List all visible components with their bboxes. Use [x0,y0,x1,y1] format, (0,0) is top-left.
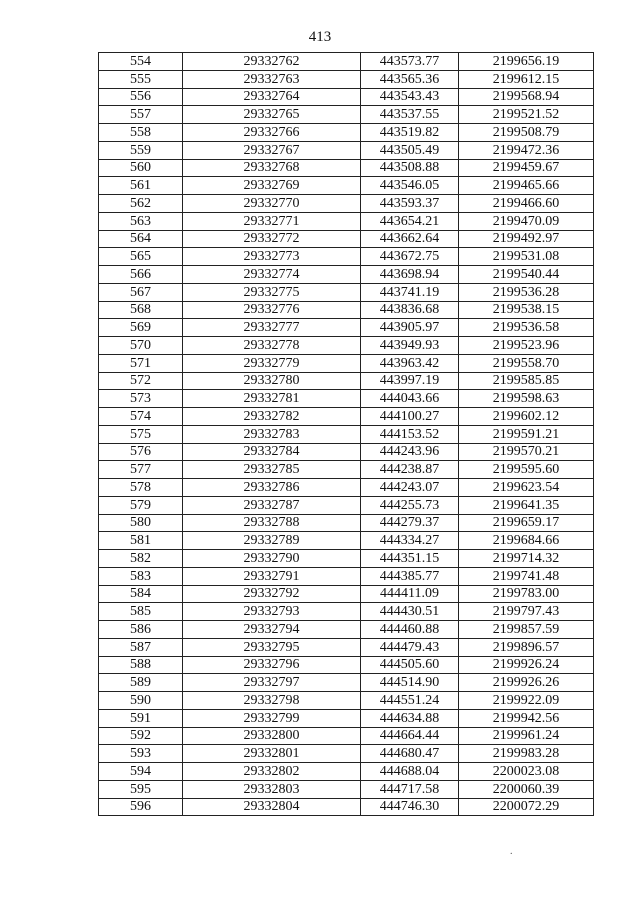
y-coordinate-cell: 2199961.24 [459,727,594,745]
point-id-cell: 29332779 [183,354,361,372]
x-coordinate-cell: 444153.52 [361,425,459,443]
table-row [99,550,594,568]
table-row [99,319,594,337]
table-row [99,461,594,479]
y-coordinate-cell: 2199521.52 [459,106,594,124]
x-coordinate-cell: 444688.04 [361,763,459,781]
x-coordinate-cell: 444334.27 [361,532,459,550]
y-coordinate-cell: 2199783.00 [459,585,594,603]
point-id-cell: 29332773 [183,248,361,266]
x-coordinate-cell: 443672.75 [361,248,459,266]
point-id-cell: 29332780 [183,372,361,390]
y-coordinate-cell: 2199623.54 [459,479,594,497]
table-body [99,53,594,816]
row-number-cell: 562 [99,195,183,213]
row-number-cell: 569 [99,319,183,337]
y-coordinate-cell: 2199466.60 [459,195,594,213]
point-id-cell: 29332781 [183,390,361,408]
x-coordinate-cell: 444385.77 [361,567,459,585]
table-row [99,408,594,426]
x-coordinate-cell: 444505.60 [361,656,459,674]
point-id-cell: 29332793 [183,603,361,621]
point-id-cell: 29332798 [183,692,361,710]
y-coordinate-cell: 2199508.79 [459,124,594,142]
y-coordinate-cell: 2199492.97 [459,230,594,248]
x-coordinate-cell: 443505.49 [361,141,459,159]
x-coordinate-cell: 443654.21 [361,212,459,230]
row-number-cell: 565 [99,248,183,266]
table-row [99,585,594,603]
point-id-cell: 29332804 [183,798,361,816]
table-row [99,674,594,692]
x-coordinate-cell: 444238.87 [361,461,459,479]
table-row [99,692,594,710]
point-id-cell: 29332766 [183,124,361,142]
y-coordinate-cell: 2199568.94 [459,88,594,106]
x-coordinate-cell: 443741.19 [361,283,459,301]
point-id-cell: 29332776 [183,301,361,319]
point-id-cell: 29332795 [183,638,361,656]
table-row [99,532,594,550]
row-number-cell: 560 [99,159,183,177]
point-id-cell: 29332786 [183,479,361,497]
point-id-cell: 29332772 [183,230,361,248]
table-row [99,372,594,390]
table-row [99,603,594,621]
row-number-cell: 561 [99,177,183,195]
row-number-cell: 573 [99,390,183,408]
y-coordinate-cell: 2199641.35 [459,496,594,514]
table-row [99,567,594,585]
x-coordinate-cell: 444479.43 [361,638,459,656]
point-id-cell: 29332783 [183,425,361,443]
point-id-cell: 29332801 [183,745,361,763]
point-id-cell: 29332774 [183,266,361,284]
y-coordinate-cell: 2199536.58 [459,319,594,337]
y-coordinate-cell: 2199540.44 [459,266,594,284]
x-coordinate-cell: 444430.51 [361,603,459,621]
x-coordinate-cell: 443698.94 [361,266,459,284]
y-coordinate-cell: 2199523.96 [459,337,594,355]
table-row [99,88,594,106]
table-row [99,656,594,674]
row-number-cell: 594 [99,763,183,781]
table-row [99,177,594,195]
x-coordinate-cell: 443519.82 [361,124,459,142]
row-number-cell: 588 [99,656,183,674]
x-coordinate-cell: 444746.30 [361,798,459,816]
row-number-cell: 577 [99,461,183,479]
x-coordinate-cell: 443508.88 [361,159,459,177]
point-id-cell: 29332778 [183,337,361,355]
point-id-cell: 29332794 [183,621,361,639]
x-coordinate-cell: 443543.43 [361,88,459,106]
y-coordinate-cell: 2199942.56 [459,709,594,727]
y-coordinate-cell: 2199585.85 [459,372,594,390]
row-number-cell: 559 [99,141,183,159]
page-number: 413 [308,29,332,45]
y-coordinate-cell: 2199531.08 [459,248,594,266]
point-id-cell: 29332784 [183,443,361,461]
row-number-cell: 581 [99,532,183,550]
row-number-cell: 590 [99,692,183,710]
row-number-cell: 568 [99,301,183,319]
table-row [99,159,594,177]
row-number-cell: 584 [99,585,183,603]
row-number-cell: 591 [99,709,183,727]
point-id-cell: 29332802 [183,763,361,781]
x-coordinate-cell: 443662.64 [361,230,459,248]
row-number-cell: 563 [99,212,183,230]
x-coordinate-cell: 444680.47 [361,745,459,763]
y-coordinate-cell: 2199595.60 [459,461,594,479]
x-coordinate-cell: 444460.88 [361,621,459,639]
y-coordinate-cell: 2200060.39 [459,780,594,798]
row-number-cell: 595 [99,780,183,798]
y-coordinate-cell: 2199612.15 [459,70,594,88]
x-coordinate-cell: 444551.24 [361,692,459,710]
table-row [99,212,594,230]
row-number-cell: 578 [99,479,183,497]
y-coordinate-cell: 2199797.43 [459,603,594,621]
row-number-cell: 556 [99,88,183,106]
point-id-cell: 29332768 [183,159,361,177]
x-coordinate-cell: 444243.96 [361,443,459,461]
point-id-cell: 29332775 [183,283,361,301]
x-coordinate-cell: 443593.37 [361,195,459,213]
point-id-cell: 29332799 [183,709,361,727]
point-id-cell: 29332803 [183,780,361,798]
x-coordinate-cell: 443949.93 [361,337,459,355]
row-number-cell: 566 [99,266,183,284]
y-coordinate-cell: 2199598.63 [459,390,594,408]
point-id-cell: 29332792 [183,585,361,603]
point-id-cell: 29332791 [183,567,361,585]
x-coordinate-cell: 444255.73 [361,496,459,514]
y-coordinate-cell: 2199983.28 [459,745,594,763]
point-id-cell: 29332771 [183,212,361,230]
x-coordinate-cell: 444514.90 [361,674,459,692]
table-row [99,727,594,745]
x-coordinate-cell: 444664.44 [361,727,459,745]
row-number-cell: 576 [99,443,183,461]
table-row [99,248,594,266]
point-id-cell: 29332787 [183,496,361,514]
point-id-cell: 29332785 [183,461,361,479]
row-number-cell: 574 [99,408,183,426]
row-number-cell: 564 [99,230,183,248]
table-row [99,763,594,781]
x-coordinate-cell: 444279.37 [361,514,459,532]
x-coordinate-cell: 444100.27 [361,408,459,426]
y-coordinate-cell: 2200072.29 [459,798,594,816]
y-coordinate-cell: 2199470.09 [459,212,594,230]
table-row [99,780,594,798]
y-coordinate-cell: 2199659.17 [459,514,594,532]
y-coordinate-cell: 2199538.15 [459,301,594,319]
row-number-cell: 571 [99,354,183,372]
x-coordinate-cell: 444717.58 [361,780,459,798]
row-number-cell: 585 [99,603,183,621]
y-coordinate-cell: 2199465.66 [459,177,594,195]
x-coordinate-cell: 444243.07 [361,479,459,497]
table-row [99,425,594,443]
y-coordinate-cell: 2199896.57 [459,638,594,656]
point-id-cell: 29332800 [183,727,361,745]
point-id-cell: 29332762 [183,53,361,71]
y-coordinate-cell: 2199472.36 [459,141,594,159]
x-coordinate-cell: 444351.15 [361,550,459,568]
table-row [99,443,594,461]
table-row [99,337,594,355]
point-id-cell: 29332790 [183,550,361,568]
coordinates-table [98,52,594,816]
point-id-cell: 29332769 [183,177,361,195]
x-coordinate-cell: 444411.09 [361,585,459,603]
table-row [99,124,594,142]
y-coordinate-cell: 2200023.08 [459,763,594,781]
row-number-cell: 554 [99,53,183,71]
y-coordinate-cell: 2199714.32 [459,550,594,568]
row-number-cell: 579 [99,496,183,514]
table-row [99,141,594,159]
x-coordinate-cell: 443997.19 [361,372,459,390]
y-coordinate-cell: 2199926.24 [459,656,594,674]
table-row [99,53,594,71]
table-row [99,301,594,319]
point-id-cell: 29332764 [183,88,361,106]
row-number-cell: 570 [99,337,183,355]
table-row [99,621,594,639]
row-number-cell: 586 [99,621,183,639]
table-row [99,266,594,284]
table-row [99,230,594,248]
row-number-cell: 587 [99,638,183,656]
y-coordinate-cell: 2199741.48 [459,567,594,585]
row-number-cell: 582 [99,550,183,568]
table-row [99,195,594,213]
y-coordinate-cell: 2199922.09 [459,692,594,710]
row-number-cell: 592 [99,727,183,745]
x-coordinate-cell: 443963.42 [361,354,459,372]
row-number-cell: 567 [99,283,183,301]
table-row [99,390,594,408]
y-coordinate-cell: 2199591.21 [459,425,594,443]
y-coordinate-cell: 2199926.26 [459,674,594,692]
y-coordinate-cell: 2199570.21 [459,443,594,461]
row-number-cell: 596 [99,798,183,816]
row-number-cell: 575 [99,425,183,443]
point-id-cell: 29332777 [183,319,361,337]
point-id-cell: 29332789 [183,532,361,550]
x-coordinate-cell: 443573.77 [361,53,459,71]
table-row [99,709,594,727]
x-coordinate-cell: 443836.68 [361,301,459,319]
point-id-cell: 29332782 [183,408,361,426]
point-id-cell: 29332788 [183,514,361,532]
table-row [99,798,594,816]
row-number-cell: 558 [99,124,183,142]
x-coordinate-cell: 444634.88 [361,709,459,727]
y-coordinate-cell: 2199459.67 [459,159,594,177]
row-number-cell: 557 [99,106,183,124]
table-row [99,106,594,124]
y-coordinate-cell: 2199602.12 [459,408,594,426]
x-coordinate-cell: 443565.36 [361,70,459,88]
table-row [99,70,594,88]
footer-mark: . [510,846,513,857]
point-id-cell: 29332770 [183,195,361,213]
row-number-cell: 589 [99,674,183,692]
y-coordinate-cell: 2199857.59 [459,621,594,639]
point-id-cell: 29332797 [183,674,361,692]
y-coordinate-cell: 2199656.19 [459,53,594,71]
table-row [99,479,594,497]
point-id-cell: 29332796 [183,656,361,674]
row-number-cell: 555 [99,70,183,88]
table-row [99,496,594,514]
point-id-cell: 29332763 [183,70,361,88]
table-row [99,283,594,301]
row-number-cell: 583 [99,567,183,585]
table-row [99,514,594,532]
point-id-cell: 29332765 [183,106,361,124]
row-number-cell: 593 [99,745,183,763]
row-number-cell: 580 [99,514,183,532]
x-coordinate-cell: 443905.97 [361,319,459,337]
table-row [99,354,594,372]
x-coordinate-cell: 443546.05 [361,177,459,195]
table-row [99,745,594,763]
x-coordinate-cell: 443537.55 [361,106,459,124]
point-id-cell: 29332767 [183,141,361,159]
y-coordinate-cell: 2199684.66 [459,532,594,550]
x-coordinate-cell: 444043.66 [361,390,459,408]
y-coordinate-cell: 2199536.28 [459,283,594,301]
row-number-cell: 572 [99,372,183,390]
y-coordinate-cell: 2199558.70 [459,354,594,372]
table-row [99,638,594,656]
